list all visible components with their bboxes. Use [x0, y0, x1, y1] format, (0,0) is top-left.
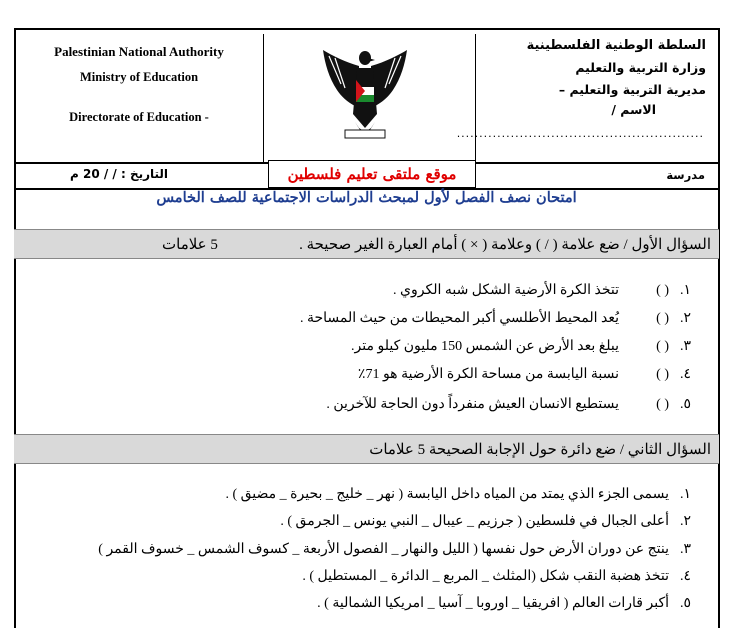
q2-item-text: يسمى الجزء الذي يمتد من المياه داخل اليابسة ( نهر _ خليج _ بحيرة _ مضيق ) .	[225, 487, 669, 502]
q2-item-num: ٥.	[679, 596, 691, 611]
q1-item-num: ٤.	[679, 367, 691, 382]
q2-item-num: ١.	[679, 487, 691, 502]
ar-authority: السلطة الوطنية الفلسطينية	[526, 38, 706, 53]
q2-item-text: أعلى الجبال في فلسطين ( جرزيم _ عيبال _ النبي يونس _ الجرمق ) .	[280, 514, 669, 529]
q2-item-4	[302, 568, 691, 585]
q2-item-3	[98, 541, 691, 558]
arabic-header-cell	[456, 34, 720, 162]
q1-item-paren: ( )	[656, 367, 669, 382]
en-authority: Palestinian National Authority	[54, 44, 224, 59]
q1-item-1	[393, 282, 691, 299]
q2-item-num: ٣.	[679, 542, 691, 557]
q1-item-paren: ( )	[656, 339, 669, 354]
q1-item-num: ٣.	[679, 339, 691, 354]
exam-title: امتحان نصف الفصل لأول لمبحث الدراسات الاجتماعية للصف الخامس	[156, 189, 577, 206]
q2-item-num: ٤.	[679, 569, 691, 584]
date-field: التاريخ : / / 20 م	[70, 167, 169, 181]
q1-item-2	[300, 310, 691, 327]
info-row	[15, 162, 719, 190]
q2-item-text: تتخذ هضبة النقب شكل (المثلث _ المربع _ الدائرة _ المستطيل ) .	[302, 569, 669, 584]
question-1-band	[14, 229, 719, 259]
q2-item-5	[317, 595, 691, 612]
ar-directorate: مديرية التربية والتعليم –	[558, 82, 706, 97]
en-directorate: Directorate of Education -	[69, 110, 209, 124]
q1-item-num: ٥.	[679, 397, 691, 412]
q1-item-4	[358, 366, 691, 383]
q1-item-text: نسبة اليابسة من مساحة الكرة الأرضية هو 71٪	[357, 367, 619, 382]
site-banner: موقع ملتقى تعليم فلسطين	[268, 160, 476, 188]
q1-item-text: تتخذ الكرة الأرضية الشكل شبه الكروي .	[393, 283, 619, 298]
english-header-cell	[15, 34, 264, 162]
school-field: مدرسة	[666, 168, 705, 182]
q1-item-paren: ( )	[656, 397, 669, 412]
ar-name-label: الاسم /	[611, 102, 656, 117]
q2-item-text: ينتج عن دوران الأرض حول نفسها ( الليل والنهار _ الفصول الأربعة _ كسوف الشمس _ خسوف القمر )	[98, 542, 669, 557]
name-fill-line: .......................................................	[456, 127, 704, 140]
q1-item-5	[326, 396, 691, 413]
question-2-text: السؤال الثاني / ضع دائرة حول الإجابة الصحيحة 5 علامات	[369, 442, 711, 458]
q1-item-paren: ( )	[656, 283, 669, 298]
palestine-eagle-emblem-icon	[315, 44, 415, 144]
q1-item-3	[351, 338, 691, 355]
q2-item-2	[280, 513, 691, 530]
q1-item-paren: ( )	[656, 311, 669, 326]
ar-ministry: وزارة التربية والتعليم	[575, 60, 706, 75]
question-1-marks: 5 علامات	[162, 237, 218, 253]
q1-item-num: ٢.	[679, 311, 691, 326]
q1-item-text: يستطيع الانسان العيش منفرداً دون الحاجة للآخرين .	[326, 397, 619, 412]
q2-item-text: أكبر قارات العالم ( افريقيا _ اوروبا _ آسيا _ امريكيا الشمالية ) .	[317, 596, 669, 611]
q1-item-text: يبلغ بعد الأرض عن الشمس 150 مليون كيلو متر.	[351, 339, 619, 354]
question-1-text: السؤال الأول / ضع علامة ( / ) وعلامة ( × ) أمام العبارة الغير صحيحة .	[299, 237, 711, 253]
question-2-band	[14, 434, 719, 464]
en-ministry: Ministry of Education	[79, 70, 199, 84]
q1-item-num: ١.	[679, 283, 691, 298]
q1-item-text: يُعد المحيط الأطلسي أكبر المحيطات من حيث المساحة .	[300, 311, 619, 326]
document-header	[15, 34, 719, 164]
q2-item-num: ٢.	[679, 514, 691, 529]
q2-item-1	[225, 486, 691, 503]
